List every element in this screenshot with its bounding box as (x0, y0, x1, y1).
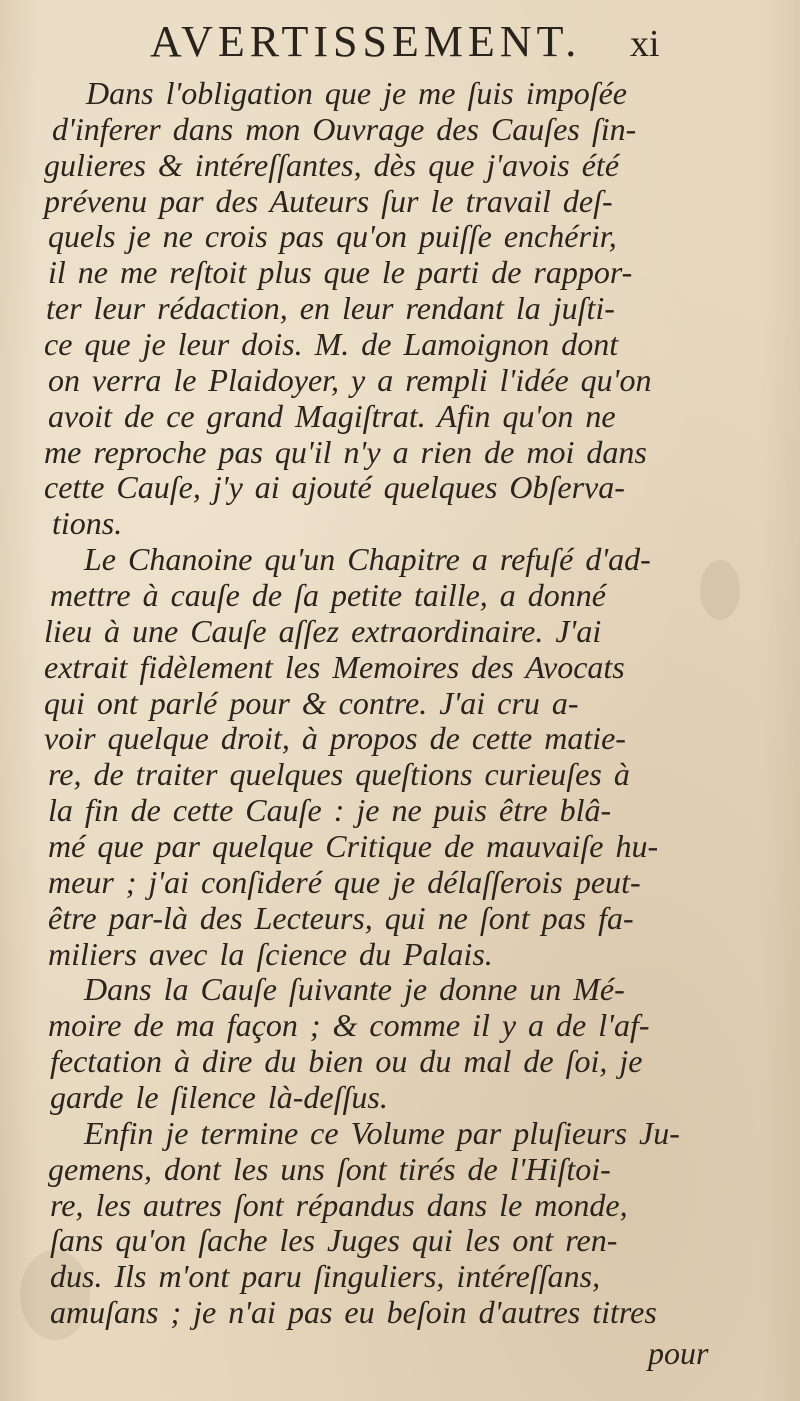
text-line: mettre à cauſe de ſa petite taille, a donné (50, 577, 606, 613)
text-line: tions. (52, 505, 123, 542)
text-line: moire de ma façon ; & comme il y a de l'af- (48, 1007, 650, 1044)
catchword: pour (648, 1335, 709, 1371)
text-line: Enfin je termine ce Volume par pluſieurs Ju- (84, 1114, 680, 1151)
page-header (140, 12, 700, 68)
text-line: être par-là des Lecteurs, qui ne ſont pas fa- (48, 899, 634, 936)
text-line: Le Chanoine qu'un Chapitre a refuſé d'ad- (84, 541, 651, 578)
text-line: lieu à une Cauſe aſſez extraordinaire. J'ai (44, 612, 602, 649)
text-line: miliers avec la ſcience du Palais. (48, 935, 493, 972)
text-line: Dans l'obligation que je me ſuis impoſée (86, 75, 627, 111)
text-line: fectation à dire du bien ou du mal de ſoi, je (50, 1043, 643, 1080)
text-line: quels je ne crois pas qu'on puiſſe enchérir, (48, 218, 617, 255)
text-line: dus. Ils m'ont paru ſinguliers, intéreſſans, (50, 1258, 601, 1295)
text-line: extrait fidèlement les Memoires des Avocats (44, 648, 625, 685)
text-line: ce que je leur dois. M. de Lamoignon dont (44, 326, 619, 362)
text-line: amuſans ; je n'ai pas eu beſoin d'autres titres (50, 1294, 657, 1331)
text-line: me reproche pas qu'il n'y a rien de moi dans (44, 433, 647, 470)
text-line: re, les autres ſont répandus dans le monde, (50, 1186, 628, 1223)
text-line: gulieres & intéreſſantes, dès que j'avois été (44, 146, 620, 183)
text-line: avoit de ce grand Magiſtrat. Afin qu'on ne (48, 397, 616, 434)
text-line: voir quelque droit, à propos de cette matie- (44, 720, 626, 757)
text-line: garde le ſilence là-deſſus. (50, 1079, 388, 1115)
text-line: la fin de cette Cauſe : je ne puis être blâ- (48, 792, 612, 829)
text-line: d'inferer dans mon Ouvrage des Cauſes ſin- (52, 110, 637, 147)
running-head: AVERTISSEMENT. (150, 17, 582, 66)
text-line: re, de traiter quelques queſtions curieuſes à (48, 756, 630, 793)
text-line: ſans qu'on ſache les Juges qui les ont ren- (50, 1222, 618, 1259)
text-line: Dans la Cauſe ſuivante je donne un Mé- (84, 971, 625, 1008)
text-line: on verra le Plaidoyer, y a rempli l'idée qu'on (48, 361, 652, 398)
paper-stain (700, 560, 740, 620)
page-number: xi (630, 23, 660, 65)
text-line: qui ont parlé pour & contre. J'ai cru a- (44, 684, 579, 721)
text-line: meur ; j'ai conſideré que je délaſſerois peut- (48, 863, 641, 900)
text-line: prévenu par des Auteurs ſur le travail deſ- (44, 182, 613, 219)
text-line: gemens, dont les uns ſont tirés de l'Hiſtoi- (48, 1150, 611, 1187)
text-line: cette Cauſe, j'y ai ajouté quelques Obſerva- (44, 469, 625, 506)
text-line: mé que par quelque Critique de mauvaiſe hu- (48, 828, 659, 864)
text-line: ter leur rédaction, en leur rendant la juſti- (46, 290, 615, 327)
text-line: il ne me reſtoit plus que le parti de rappor- (48, 254, 633, 291)
